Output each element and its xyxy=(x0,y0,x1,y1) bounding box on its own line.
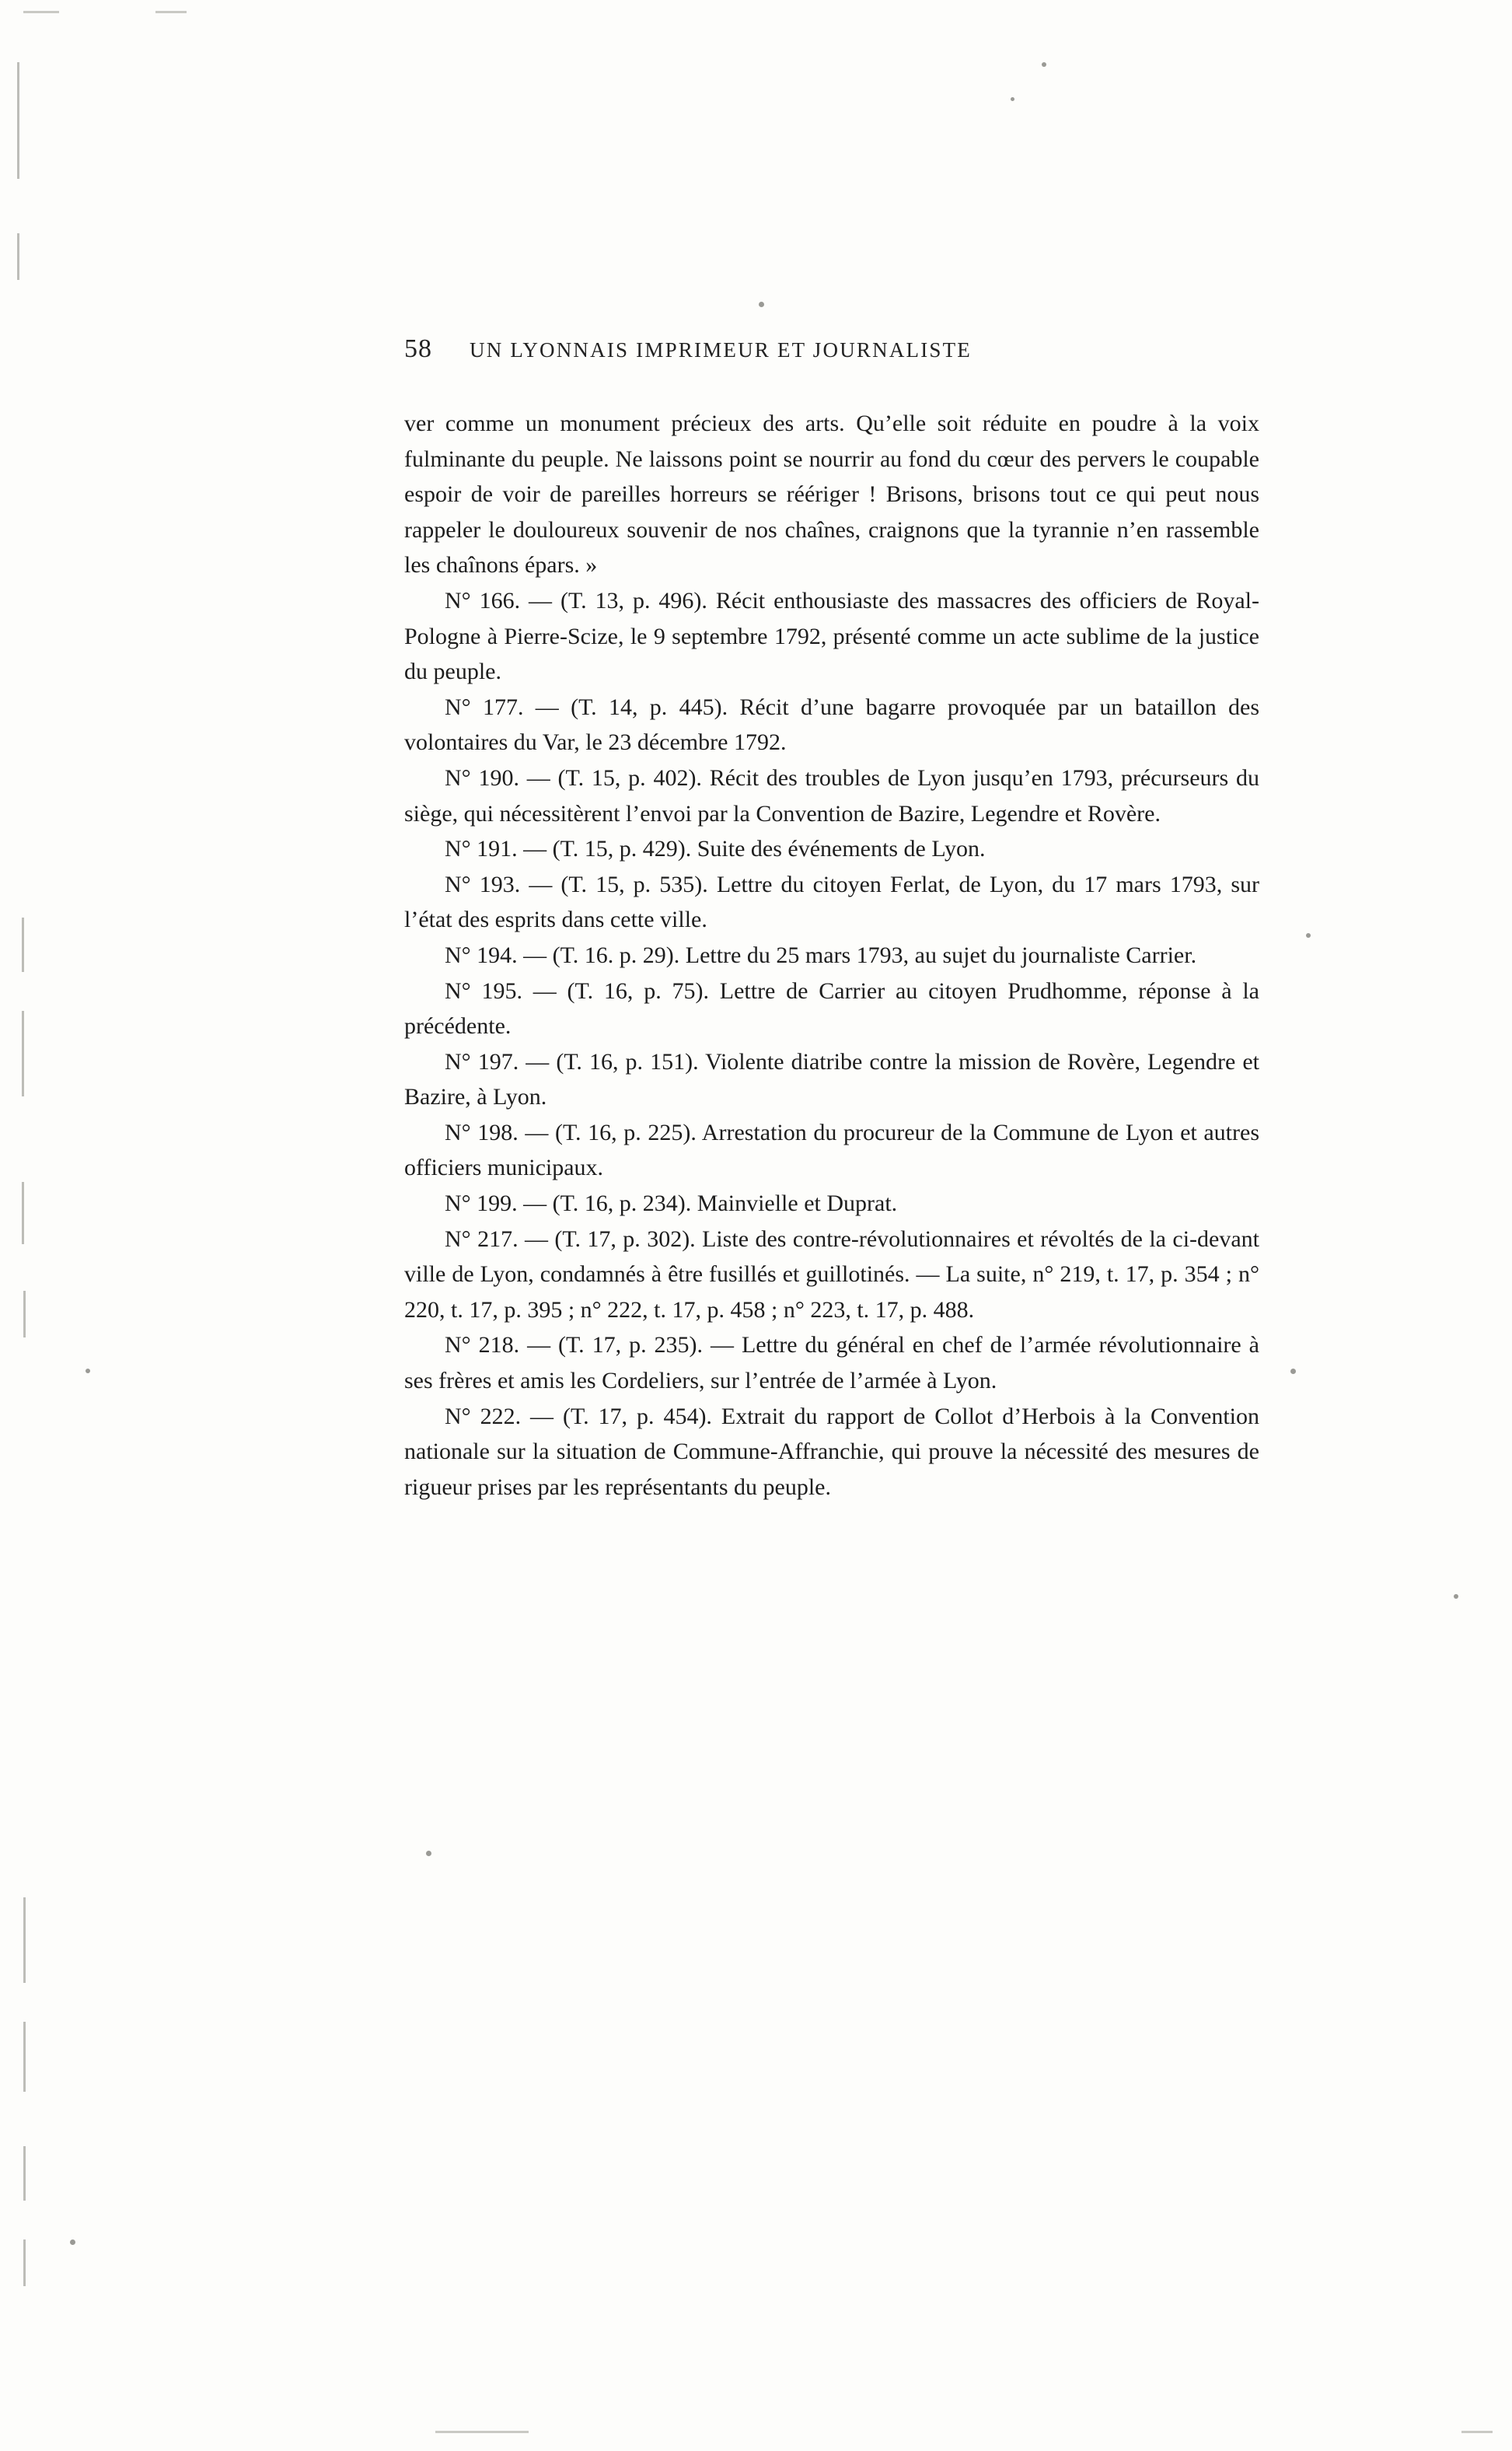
catalog-entry-199: N° 199. — (T. 16, p. 234). Mainvielle et Duprat. xyxy=(445,1191,898,1217)
opening-paragraph: ver comme un monument précieux des arts. Qu’elle soit réduite en poudre à la voix fulminante du peuple. Ne laissons point se nourrir au fond du cœur des pervers le coupable espoir de voir de pareilles horreurs se réériger ! Brisons, brisons tout ce qui peut nous rappeler le douloureux souvenir de nos chaînes, craignons que la tyrannie n’en rassemble les chaînons épars. » xyxy=(404,411,1259,579)
catalog-entry-198: N° 198. — (T. 16, p. 225). Arrestation du procureur de la Commune de Lyon et autres officiers municipaux. xyxy=(404,1119,1259,1181)
catalog-entry-166: N° 166. — (T. 13, p. 496). Récit enthousiaste des massacres des officiers de Royal-Pologne à Pierre-Scize, le 9 septembre 1792, présenté comme un acte sublime de la justice du peuple. xyxy=(404,587,1259,685)
catalog-entry-217: N° 217. — (T. 17, p. 302). Liste des contre-révolutionnaires et révoltés de la ci-devant ville de Lyon, condamnés à être fusillés et guillotinés. — La suite, n° 219, t. 17, p. 354 ; n° 220, t. 17, p. 395 ; n° 222, t. 17, p. 458 ; n° 223, t. 17, p. 488. xyxy=(404,1226,1259,1323)
catalog-entry-218: N° 218. — (T. 17, p. 235). — Lettre du général en chef de l’armée révolutionnaire à ses frères et amis les Cordeliers, sur l’entrée de l’armée à Lyon. xyxy=(404,1332,1259,1394)
catalog-entry-222: N° 222. — (T. 17, p. 454). Extrait du rapport de Collot d’Herbois à la Convention nationale sur la situation de Commune-Affranchie, qui prouve la nécessité des mesures de rigueur prises par les représentants du peuple. xyxy=(404,1403,1259,1500)
page-header xyxy=(404,334,1259,364)
folio-number: 58 xyxy=(404,334,432,363)
catalog-entry-190: N° 190. — (T. 15, p. 402). Récit des troubles de Lyon jusqu’en 1793, précurseurs du siège, qui nécessitèrent l’envoi par la Convention de Bazire, Legendre et Rovère. xyxy=(404,764,1259,827)
running-head: UN LYONNAIS IMPRIMEUR ET JOURNALISTE xyxy=(470,338,972,362)
catalog-entry-197: N° 197. — (T. 16, p. 151). Violente diatribe contre la mission de Rovère, Legendre et Bazire, à Lyon. xyxy=(404,1048,1259,1110)
catalog-entry-195: N° 195. — (T. 16, p. 75). Lettre de Carrier au citoyen Prudhomme, réponse à la précédente. xyxy=(404,977,1259,1040)
catalog-entry-177: N° 177. — (T. 14, p. 445). Récit d’une bagarre provoquée par un bataillon des volontaires du Var, le 23 décembre 1792. xyxy=(404,694,1259,756)
catalog-entry-194: N° 194. — (T. 16. p. 29). Lettre du 25 mars 1793, au sujet du journaliste Carrier. xyxy=(445,942,1197,968)
catalog-entry-193: N° 193. — (T. 15, p. 535). Lettre du citoyen Ferlat, de Lyon, du 17 mars 1793, sur l’état des esprits dans cette ville. xyxy=(404,871,1259,933)
page-content xyxy=(404,334,1259,1505)
catalog-entry-191: N° 191. — (T. 15, p. 429). Suite des événements de Lyon. xyxy=(445,836,986,862)
